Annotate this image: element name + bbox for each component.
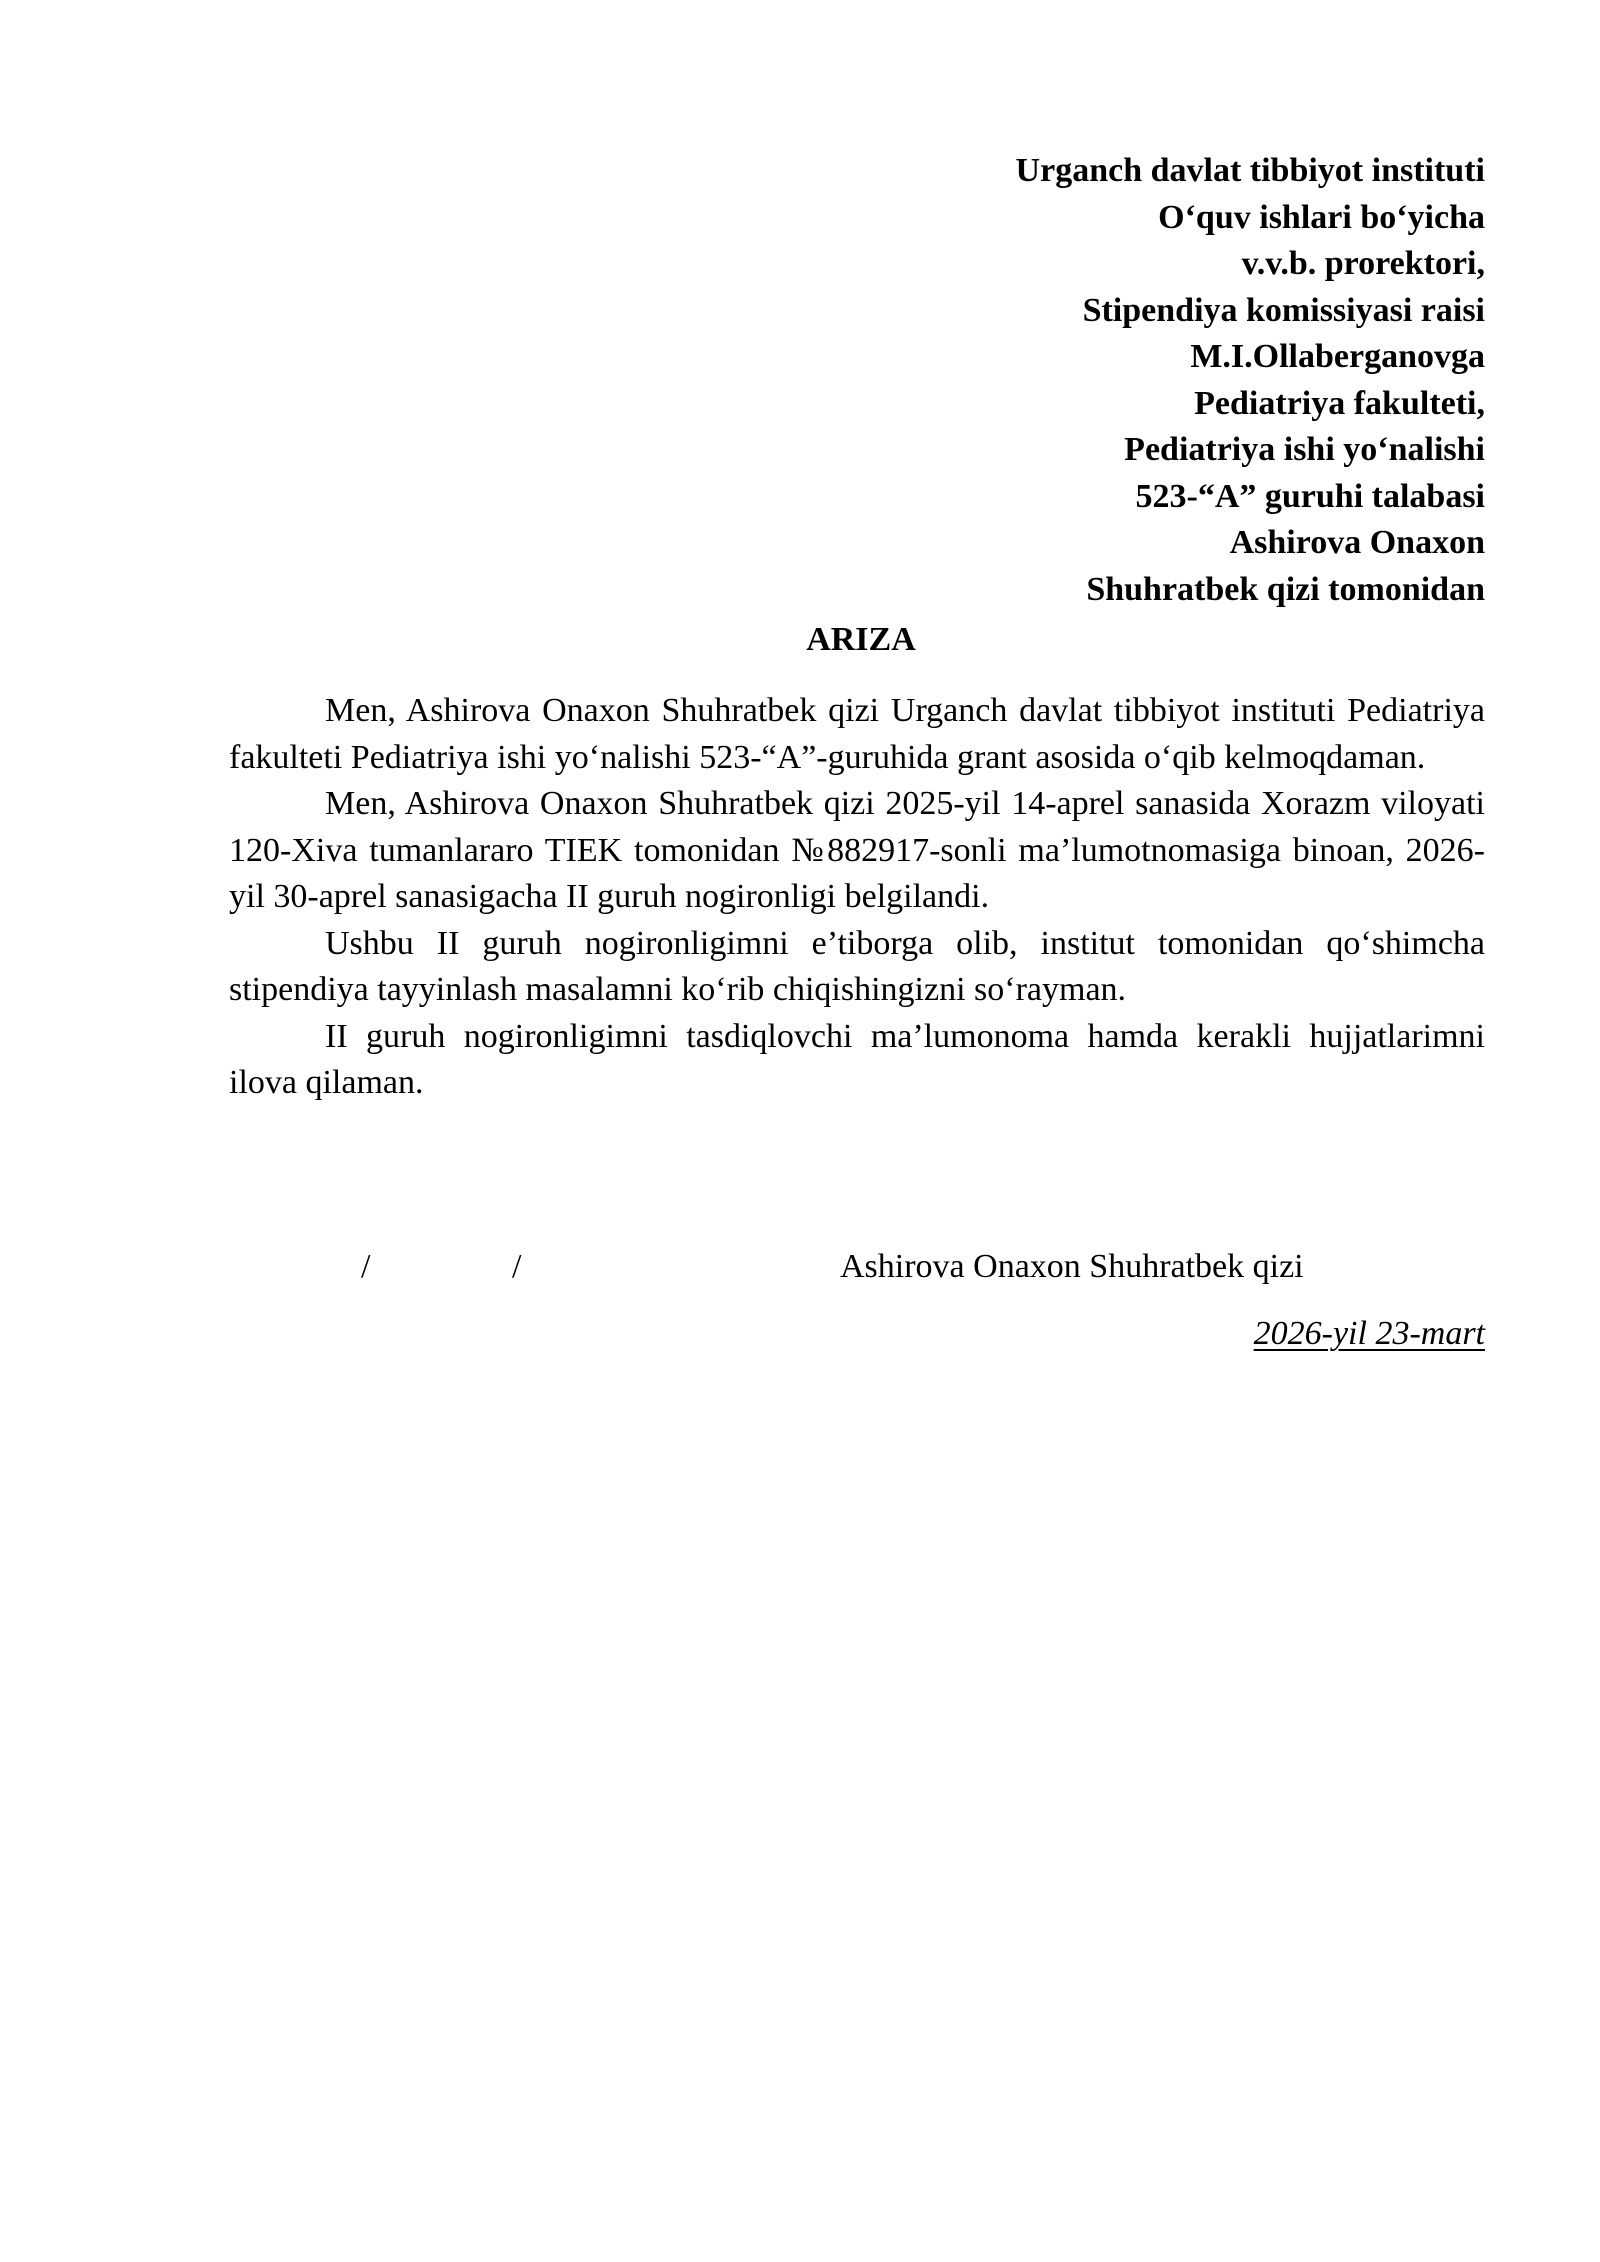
signature-slash: /: [361, 1248, 371, 1285]
addressee-line: Ashirova Onaxon: [1229, 524, 1485, 561]
signature-slash: /: [512, 1248, 522, 1285]
addressee-block: [785, 148, 1485, 613]
document-body: [229, 688, 1485, 1107]
addressee-line: Urganch davlat tibbiyot instituti: [1015, 152, 1485, 189]
body-paragraph: Ushbu II guruh nogironligimni e’tiborga olib, institut tomonidan qo‘shimcha stipendiya tayyinlash masalamni ko‘rib chiqishingizni so‘rayman.: [229, 924, 1485, 1008]
addressee-line: M.I.Ollaberganovga: [1190, 338, 1485, 375]
signature-line: [0, 1244, 1600, 1294]
addressee-line: 523-“A” guruhi talabasi: [1135, 477, 1485, 515]
body-paragraph: II guruh nogironligimni tasdiqlovchi ma’lumonoma hamda kerakli hujjatlarimni ilova qilaman.: [229, 1017, 1485, 1101]
addressee-line: Pediatriya fakulteti,: [1194, 384, 1485, 422]
body-paragraph: Men, Ashirova Onaxon Shuhratbek qizi 2025-yil 14-aprel sanasida Xorazm viloyati 120-Xiva tumanlararo TIEK tomonidan №882917-sonli ma’lumotnomasiga binoan, 2026-yil 30-aprel sanasigacha II guruh nogironligi belgilandi.: [229, 785, 1485, 915]
signature-name: Ashirova Onaxon Shuhratbek qizi: [840, 1248, 1304, 1285]
body-paragraph: Men, Ashirova Onaxon Shuhratbek qizi Urganch davlat tibbiyot instituti Pediatriya fakulteti Pediatriya ishi yo‘nalishi 523-“A”-guruhida grant asosida o‘qib kelmoqdaman.: [229, 692, 1485, 776]
addressee-line: v.v.b. prorektori,: [1241, 245, 1485, 282]
addressee-line: O‘quv ishlari bo‘yicha: [1158, 198, 1485, 236]
document-title-wrapper: [0, 617, 1600, 663]
document-date: 2026-yil 23-mart: [1253, 1315, 1485, 1352]
addressee-line: Shuhratbek qizi tomonidan: [1086, 570, 1485, 608]
addressee-line: Stipendiya komissiyasi raisi: [1082, 291, 1485, 329]
document-title: ARIZA: [806, 621, 916, 658]
addressee-line: Pediatriya ishi yo‘nalishi: [1124, 431, 1485, 468]
